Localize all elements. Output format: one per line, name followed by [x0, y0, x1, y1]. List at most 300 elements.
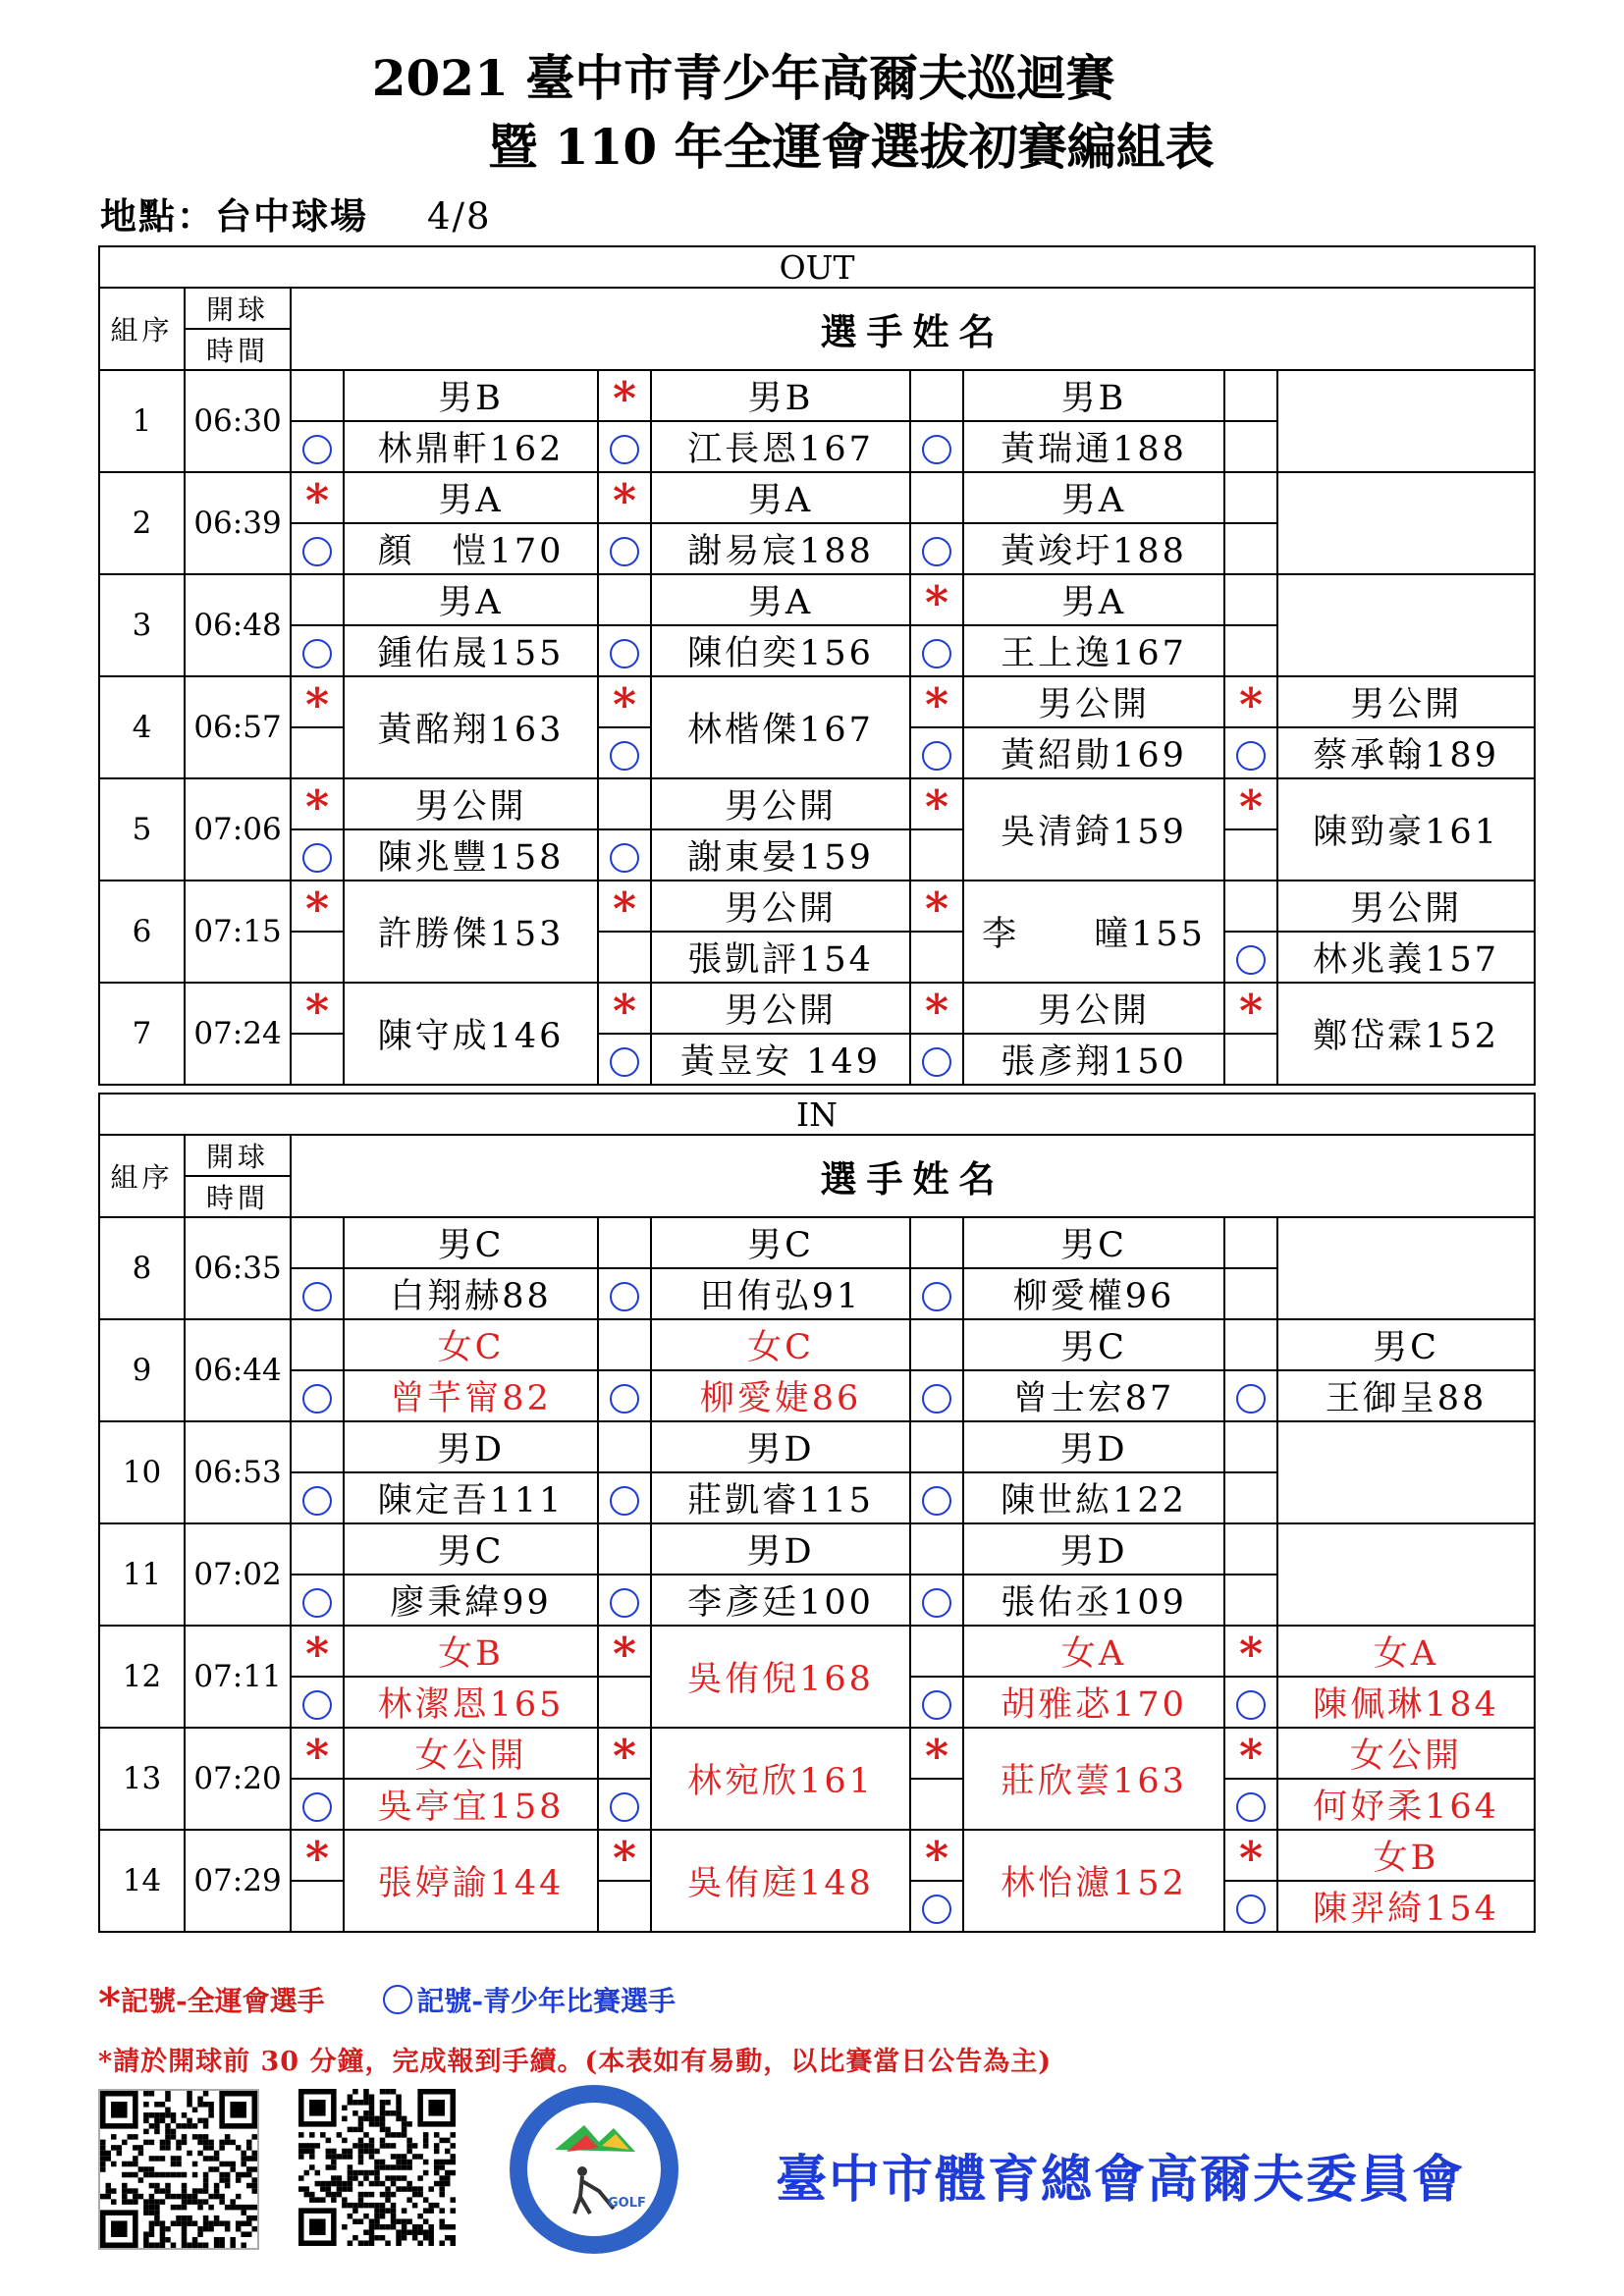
circle-mark-cell [1224, 1677, 1277, 1728]
circle-mark-cell [291, 1779, 344, 1830]
tee-time: 06:48 [185, 574, 291, 676]
star-icon: * [924, 678, 949, 727]
circle-mark-cell [1224, 1268, 1277, 1319]
table-row [99, 778, 1535, 829]
empty-player-cell [1277, 1421, 1535, 1523]
circle-icon [383, 1985, 412, 2014]
group-number: 10 [99, 1421, 185, 1523]
date-label: 4/8 [427, 195, 492, 238]
star-mark-cell [910, 1728, 963, 1779]
circle-mark-cell [598, 932, 651, 983]
star-mark-cell [291, 778, 344, 829]
player-name: 王上逸167 [963, 625, 1224, 676]
group-number: 5 [99, 778, 185, 881]
circle-mark-cell [291, 1268, 344, 1319]
star-mark-cell [1224, 1728, 1277, 1779]
player-name: 莊欣蕓163 [963, 1728, 1224, 1830]
section-label: IN [99, 1094, 1535, 1135]
star-mark-cell [598, 676, 651, 727]
player-category: 女B [1277, 1830, 1535, 1881]
player-name: 曾芊甯82 [344, 1370, 598, 1421]
player-name: 張彥翔150 [963, 1034, 1224, 1085]
circle-mark-cell [910, 625, 963, 676]
table-row [99, 1830, 1535, 1881]
circle-mark-cell [910, 1034, 963, 1085]
star-mark-cell [291, 370, 344, 421]
player-name: 李彥廷100 [651, 1575, 910, 1626]
player-name: 吳清錡159 [963, 778, 1224, 881]
player-name: 顏 愷170 [344, 523, 598, 574]
player-category: 男公開 [963, 676, 1224, 727]
star-mark-cell [291, 1830, 344, 1881]
group-number: 7 [99, 983, 185, 1085]
player-name: 柳愛權96 [963, 1268, 1224, 1319]
player-name: 吳亭宜158 [344, 1779, 598, 1830]
star-mark-cell [598, 1728, 651, 1779]
star-icon: * [304, 1628, 330, 1677]
circle-mark-cell [1224, 1575, 1277, 1626]
circle-icon [922, 1588, 951, 1618]
circle-mark-cell [1224, 1472, 1277, 1523]
star-mark-cell [291, 472, 344, 523]
circle-icon [610, 1792, 639, 1822]
star-mark-cell [598, 881, 651, 932]
circle-mark-cell [598, 829, 651, 881]
player-name: 陳佩琳184 [1277, 1677, 1535, 1728]
group-number: 1 [99, 370, 185, 472]
player-name: 林鼎軒162 [344, 421, 598, 472]
circle-mark-cell [1224, 932, 1277, 983]
circle-mark-cell [910, 1575, 963, 1626]
star-mark-cell [1224, 370, 1277, 421]
star-mark-cell [910, 370, 963, 421]
player-category: 男C [651, 1217, 910, 1268]
star-icon: * [612, 678, 637, 727]
player-name: 莊凱睿115 [651, 1472, 910, 1523]
section-label: OUT [99, 246, 1535, 288]
star-mark-cell [291, 1523, 344, 1575]
player-category: 男D [963, 1523, 1224, 1575]
col-header-group: 組序 [99, 288, 185, 370]
group-number: 3 [99, 574, 185, 676]
circle-mark-cell [291, 1677, 344, 1728]
player-name: 李 曈155 [963, 881, 1224, 983]
star-mark-cell [1224, 676, 1277, 727]
tee-time: 07:02 [185, 1523, 291, 1626]
circle-icon [1236, 1792, 1266, 1822]
circle-icon [302, 1690, 332, 1720]
player-name: 陳勁豪161 [1277, 778, 1535, 881]
table-row [99, 574, 1535, 625]
circle-mark-cell [598, 727, 651, 778]
player-name: 張婷諭144 [344, 1830, 598, 1932]
group-number: 9 [99, 1319, 185, 1421]
circle-mark-cell [910, 1677, 963, 1728]
player-name: 柳愛婕86 [651, 1370, 910, 1421]
player-name: 鍾佑晟155 [344, 625, 598, 676]
star-icon: * [1238, 780, 1264, 829]
empty-player-cell [1277, 472, 1535, 574]
player-name: 廖秉緯99 [344, 1575, 598, 1626]
star-icon: * [924, 576, 949, 625]
circle-icon [922, 1486, 951, 1516]
star-mark-cell [291, 676, 344, 727]
circle-icon [610, 639, 639, 668]
player-category: 女A [1277, 1626, 1535, 1677]
empty-player-cell [1277, 1217, 1535, 1319]
circle-icon [1236, 945, 1266, 975]
circle-icon [302, 537, 332, 566]
star-icon: * [612, 1628, 637, 1677]
player-name: 蔡承翰189 [1277, 727, 1535, 778]
player-name: 鄭岱霖152 [1277, 983, 1535, 1085]
star-icon: * [612, 1832, 637, 1881]
player-name: 黃瑞通188 [963, 421, 1224, 472]
circle-icon [610, 537, 639, 566]
player-category: 男公開 [651, 778, 910, 829]
star-mark-cell [598, 1523, 651, 1575]
group-number: 13 [99, 1728, 185, 1830]
circle-mark-cell [598, 1881, 651, 1932]
player-category: 女公開 [1277, 1728, 1535, 1779]
player-category: 男C [1277, 1319, 1535, 1370]
star-icon: * [304, 678, 330, 727]
circle-icon [922, 435, 951, 464]
circle-mark-cell [291, 523, 344, 574]
circle-mark-cell [1224, 421, 1277, 472]
player-name: 黃紹勛169 [963, 727, 1224, 778]
star-icon: * [924, 780, 949, 829]
star-mark-cell [1224, 574, 1277, 625]
star-icon: * [304, 780, 330, 829]
player-category: 女B [344, 1626, 598, 1677]
star-icon: * [924, 1730, 949, 1779]
tee-time: 06:44 [185, 1319, 291, 1421]
player-name: 林宛欣161 [651, 1728, 910, 1830]
player-name: 陳羿綺154 [1277, 1881, 1535, 1932]
circle-icon [922, 1690, 951, 1720]
col-header-player-names: 選手姓名 [291, 288, 1535, 370]
star-icon: * [924, 985, 949, 1034]
checkin-note: *請於開球前 30 分鐘，完成報到手續。(本表如有易動，以比賽當日公告為主) [98, 2047, 1053, 2077]
player-name: 何妤柔164 [1277, 1779, 1535, 1830]
circle-icon [922, 537, 951, 566]
group-number: 6 [99, 881, 185, 983]
group-number: 14 [99, 1830, 185, 1932]
circle-icon [922, 1047, 951, 1077]
circle-mark-cell [598, 1779, 651, 1830]
table-row [99, 983, 1535, 1034]
player-name: 謝易宸188 [651, 523, 910, 574]
circle-icon [922, 1282, 951, 1311]
circle-mark-cell [910, 932, 963, 983]
star-mark-cell [910, 1830, 963, 1881]
star-icon: * [304, 985, 330, 1034]
circle-icon [610, 1282, 639, 1311]
group-number: 11 [99, 1523, 185, 1626]
star-icon: * [924, 882, 949, 932]
star-icon: * [304, 1730, 330, 1779]
player-category: 男公開 [651, 983, 910, 1034]
circle-mark-cell [291, 1575, 344, 1626]
circle-mark-cell [1224, 1779, 1277, 1830]
circle-icon [1236, 1384, 1266, 1414]
circle-mark-cell [598, 1472, 651, 1523]
star-icon: * [1238, 985, 1264, 1034]
table-row [99, 676, 1535, 727]
group-number: 8 [99, 1217, 185, 1319]
star-mark-cell [1224, 1319, 1277, 1370]
star-icon: * [304, 1832, 330, 1881]
page-title-line2: 暨 110 年全運會選拔初賽編組表 [488, 118, 1215, 176]
circle-icon [1236, 1690, 1266, 1720]
player-name: 江長恩167 [651, 421, 910, 472]
circle-icon [922, 741, 951, 771]
circle-mark-cell [910, 523, 963, 574]
page-title-line1: 2021 臺中市青少年高爾夫巡迴賽 [371, 49, 1115, 107]
circle-mark-cell [291, 932, 344, 983]
star-icon: * [924, 1832, 949, 1881]
star-icon: * [612, 1730, 637, 1779]
star-mark-cell [598, 1421, 651, 1472]
circle-icon [302, 1588, 332, 1618]
player-category: 男D [344, 1421, 598, 1472]
star-icon: * [304, 882, 330, 932]
legend-line [98, 1979, 676, 2029]
star-mark-cell [1224, 778, 1277, 829]
player-category: 男C [963, 1319, 1224, 1370]
player-category: 男A [344, 472, 598, 523]
tee-time: 07:20 [185, 1728, 291, 1830]
player-category: 男C [344, 1217, 598, 1268]
circle-mark-cell [910, 1370, 963, 1421]
empty-player-cell [1277, 370, 1535, 472]
star-mark-cell [598, 370, 651, 421]
player-name: 許勝傑153 [344, 881, 598, 983]
star-mark-cell [598, 983, 651, 1034]
star-mark-cell [598, 574, 651, 625]
circle-icon [302, 1384, 332, 1414]
star-icon: * [98, 1979, 122, 2029]
circle-icon [610, 1486, 639, 1516]
circle-mark-cell [291, 727, 344, 778]
circle-mark-cell [598, 1370, 651, 1421]
star-icon: * [612, 372, 637, 421]
star-mark-cell [598, 1626, 651, 1677]
player-category: 男A [344, 574, 598, 625]
qr-code-line-icon [298, 2089, 456, 2246]
star-mark-cell [598, 472, 651, 523]
player-name: 白翔赫88 [344, 1268, 598, 1319]
circle-mark-cell [291, 421, 344, 472]
star-icon: * [1238, 1730, 1264, 1779]
table-row [99, 1626, 1535, 1677]
star-mark-cell [291, 1217, 344, 1268]
circle-mark-cell [910, 829, 963, 881]
player-name: 吳侑庭148 [651, 1830, 910, 1932]
col-header-group: 組序 [99, 1135, 185, 1217]
star-mark-cell [1224, 1421, 1277, 1472]
circle-icon [610, 741, 639, 771]
logo-golf-text: GOLF [608, 2196, 646, 2211]
group-number: 12 [99, 1626, 185, 1728]
player-name: 陳守成146 [344, 983, 598, 1085]
player-category: 男C [344, 1523, 598, 1575]
circle-icon [610, 435, 639, 464]
player-category: 女C [651, 1319, 910, 1370]
player-category: 男A [651, 574, 910, 625]
player-category: 男公開 [1277, 676, 1535, 727]
circle-mark-cell [1224, 829, 1277, 881]
star-mark-cell [291, 881, 344, 932]
tee-time: 07:15 [185, 881, 291, 983]
star-mark-cell [910, 778, 963, 829]
star-icon: * [612, 985, 637, 1034]
table-row [99, 1217, 1535, 1268]
circle-mark-cell [291, 1370, 344, 1421]
star-mark-cell [598, 1830, 651, 1881]
table-row [99, 1728, 1535, 1779]
circle-mark-cell [598, 1677, 651, 1728]
tee-time: 06:53 [185, 1421, 291, 1523]
circle-icon [1236, 1895, 1266, 1924]
circle-mark-cell [1224, 1881, 1277, 1932]
col-header-tee-bottom: 時間 [185, 1176, 291, 1217]
player-name: 黃昱安 149 [651, 1034, 910, 1085]
group-number: 4 [99, 676, 185, 778]
circle-mark-cell [910, 1779, 963, 1830]
star-mark-cell [910, 1217, 963, 1268]
table-row [99, 1523, 1535, 1575]
qr-code-facebook-icon [98, 2089, 259, 2250]
player-name: 張佑丞109 [963, 1575, 1224, 1626]
star-mark-cell [291, 574, 344, 625]
tee-time: 06:57 [185, 676, 291, 778]
star-mark-cell [910, 1523, 963, 1575]
legend-circle-text: 記號-青少年比賽選手 [416, 1985, 677, 2017]
star-mark-cell [291, 1626, 344, 1677]
circle-icon [302, 1282, 332, 1311]
player-category: 男公開 [344, 778, 598, 829]
tee-time: 07:06 [185, 778, 291, 881]
player-name: 胡雅苾170 [963, 1677, 1224, 1728]
circle-mark-cell [910, 1268, 963, 1319]
legend-star-text: 記號-全運會選手 [121, 1985, 325, 2017]
player-name: 林潔恩165 [344, 1677, 598, 1728]
star-icon: * [1238, 1628, 1264, 1677]
player-category: 男公開 [651, 881, 910, 932]
star-mark-cell [910, 1421, 963, 1472]
circle-mark-cell [1224, 625, 1277, 676]
star-mark-cell [1224, 1523, 1277, 1575]
tee-time: 07:24 [185, 983, 291, 1085]
player-category: 男B [963, 370, 1224, 421]
circle-icon [302, 639, 332, 668]
player-name: 吳侑倪168 [651, 1626, 910, 1728]
tee-time: 06:30 [185, 370, 291, 472]
player-name: 陳兆豐158 [344, 829, 598, 881]
circle-icon [1236, 741, 1266, 771]
star-mark-cell [910, 676, 963, 727]
star-icon: * [304, 474, 330, 523]
player-name: 林楷傑167 [651, 676, 910, 778]
star-mark-cell [1224, 472, 1277, 523]
circle-icon [922, 1895, 951, 1924]
star-mark-cell [291, 1421, 344, 1472]
player-name: 陳世紘122 [963, 1472, 1224, 1523]
star-icon: * [612, 882, 637, 932]
player-category: 男B [344, 370, 598, 421]
circle-mark-cell [291, 1034, 344, 1085]
circle-mark-cell [598, 1268, 651, 1319]
circle-mark-cell [598, 523, 651, 574]
player-name: 曾士宏87 [963, 1370, 1224, 1421]
circle-mark-cell [291, 1881, 344, 1932]
star-mark-cell [910, 881, 963, 932]
player-category: 男D [963, 1421, 1224, 1472]
star-mark-cell [598, 1217, 651, 1268]
circle-mark-cell [598, 625, 651, 676]
tee-time: 06:35 [185, 1217, 291, 1319]
player-category: 男A [963, 574, 1224, 625]
star-mark-cell [291, 1728, 344, 1779]
star-mark-cell [910, 1319, 963, 1370]
circle-icon [302, 435, 332, 464]
star-mark-cell [910, 472, 963, 523]
circle-mark-cell [1224, 1370, 1277, 1421]
player-category: 男公開 [963, 983, 1224, 1034]
circle-icon [610, 1384, 639, 1414]
circle-mark-cell [598, 421, 651, 472]
circle-mark-cell [598, 1575, 651, 1626]
player-category: 男D [651, 1523, 910, 1575]
player-category: 男A [651, 472, 910, 523]
circle-icon [302, 1486, 332, 1516]
star-mark-cell [598, 1319, 651, 1370]
star-mark-cell [291, 983, 344, 1034]
circle-mark-cell [910, 1881, 963, 1932]
circle-icon [302, 1792, 332, 1822]
tee-time: 06:39 [185, 472, 291, 574]
circle-icon [610, 843, 639, 873]
star-mark-cell [910, 574, 963, 625]
circle-mark-cell [910, 421, 963, 472]
player-name: 林兆義157 [1277, 932, 1535, 983]
star-mark-cell [1224, 1626, 1277, 1677]
star-mark-cell [1224, 1217, 1277, 1268]
circle-icon [922, 639, 951, 668]
player-category: 男B [651, 370, 910, 421]
empty-player-cell [1277, 1523, 1535, 1626]
table-row [99, 1319, 1535, 1370]
table-row [99, 370, 1535, 421]
col-header-tee-top: 開球 [185, 1135, 291, 1176]
tee-time: 07:29 [185, 1830, 291, 1932]
player-name: 張凱評154 [651, 932, 910, 983]
player-name: 林怡濾152 [963, 1830, 1224, 1932]
star-icon: * [612, 474, 637, 523]
location-label: 地點：台中球場 [100, 194, 368, 238]
out-schedule-table [98, 245, 1536, 1086]
circle-mark-cell [598, 1034, 651, 1085]
star-mark-cell [291, 1319, 344, 1370]
col-header-tee-top: 開球 [185, 288, 291, 329]
circle-mark-cell [291, 829, 344, 881]
group-number: 2 [99, 472, 185, 574]
star-mark-cell [1224, 881, 1277, 932]
player-category: 男D [651, 1421, 910, 1472]
player-category: 女C [344, 1319, 598, 1370]
